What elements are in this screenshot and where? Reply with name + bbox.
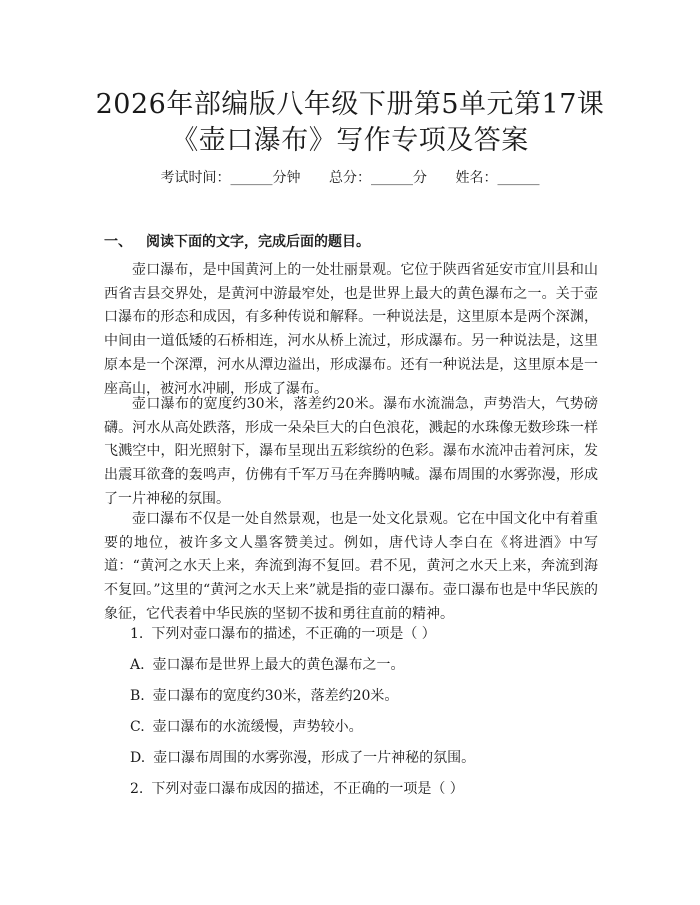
total-score-field (329, 170, 427, 186)
question-text: 下列对壶口瀑布的描述，不正确的一项是（ ） (151, 626, 436, 642)
option-label: A. (130, 657, 145, 673)
document-title-line-1: 2026年部编版八年级下册第5单元第17课 (95, 89, 605, 120)
student-name-blank: ______ (497, 170, 540, 186)
exam-time-unit: 分钟 (272, 170, 301, 186)
exam-time-label: 考试时间： (160, 170, 231, 186)
section-number: 一、 (104, 234, 132, 250)
document-title-line-2: 《壶口瀑布》写作专项及答案 (171, 125, 529, 156)
student-name-field (455, 170, 539, 186)
exam-time-blank: ______ (230, 170, 273, 186)
total-score-blank: ______ (371, 170, 413, 186)
option-text: 壶口瀑布是世界上最大的黄色瀑布之一。 (152, 657, 405, 673)
question-2 (130, 779, 464, 799)
reading-paragraph: 壶口瀑布的宽度约30米，落差约20米。瀑布水流湍急，声势浩大，气势磅礴。河水从高处跌落，形成一朵朵巨大的白色浪花，溅起的水珠像无数珍珠一样飞溅空中，阳光照射下，瀑布呈现出五彩缤纷的色彩。瀑布水流冲击着河床，发出震耳欲聋的轰鸣声，仿佛有千军万马在奔腾呐喊。瀑布周围的水雾弥漫，形成了一片神秘的氛围。 (104, 396, 598, 507)
section-heading-text: 阅读下面的文字，完成后面的题目。 (146, 234, 370, 250)
total-score-label: 总分： (329, 170, 371, 186)
question-number: 2. (130, 781, 144, 797)
reading-paragraph: 壶口瀑布不仅是一处自然景观，也是一处文化景观。它在中国文化中有着重要的地位，被许多文人墨客赞美过。例如，唐代诗人李白在《将进酒》中写道：“黄河之水天上来，奔流到海不复回。君不见，黄河之水天上来，奔流到海不复回。”这里的“黄河之水天上来”就是指的壶口瀑布。壶口瀑布也是中华民族的象征，它代表着中华民族的坚韧不拔和勇往直前的精神。 (104, 511, 598, 622)
question-text: 下列对壶口瀑布成因的描述，不正确的一项是（ ） (151, 781, 464, 797)
option-text: 壶口瀑布周围的水雾弥漫，形成了一片神秘的氛围。 (153, 750, 476, 766)
question-number: 1. (130, 626, 144, 642)
option-b (130, 686, 398, 706)
question-1 (130, 624, 436, 644)
reading-paragraph: 壶口瀑布，是中国黄河上的一处壮丽景观。它位于陕西省延安市宜川县和山西省吉县交界处，是黄河中游最窄处，也是世界上最大的黄色瀑布之一。关于壶口瀑布的形态和成因，有多种传说和解释。一种说法是，这里原本是两个深渊，中间由一道低矮的石桥相连，河水从桥上流过，形成瀑布。另一种说法是，这里原本是一个深潭，河水从潭边溢出，形成瀑布。还有一种说法是，这里原本是一座高山，被河水冲刷，形成了瀑布。 (104, 262, 598, 397)
exam-info (0, 168, 700, 188)
option-text: 壶口瀑布的宽度约30米，落差约20米。 (152, 688, 399, 704)
exam-time-field (161, 170, 301, 186)
section-heading (104, 232, 370, 252)
option-d (130, 748, 475, 768)
option-text: 壶口瀑布的水流缓慢，声势较小。 (152, 719, 363, 735)
option-label: B. (130, 688, 145, 704)
total-score-unit: 分 (413, 170, 427, 186)
option-label: D. (130, 750, 146, 766)
option-c (130, 717, 363, 737)
option-a (130, 655, 405, 675)
student-name-label: 姓名： (455, 170, 498, 186)
option-label: C. (130, 719, 145, 735)
